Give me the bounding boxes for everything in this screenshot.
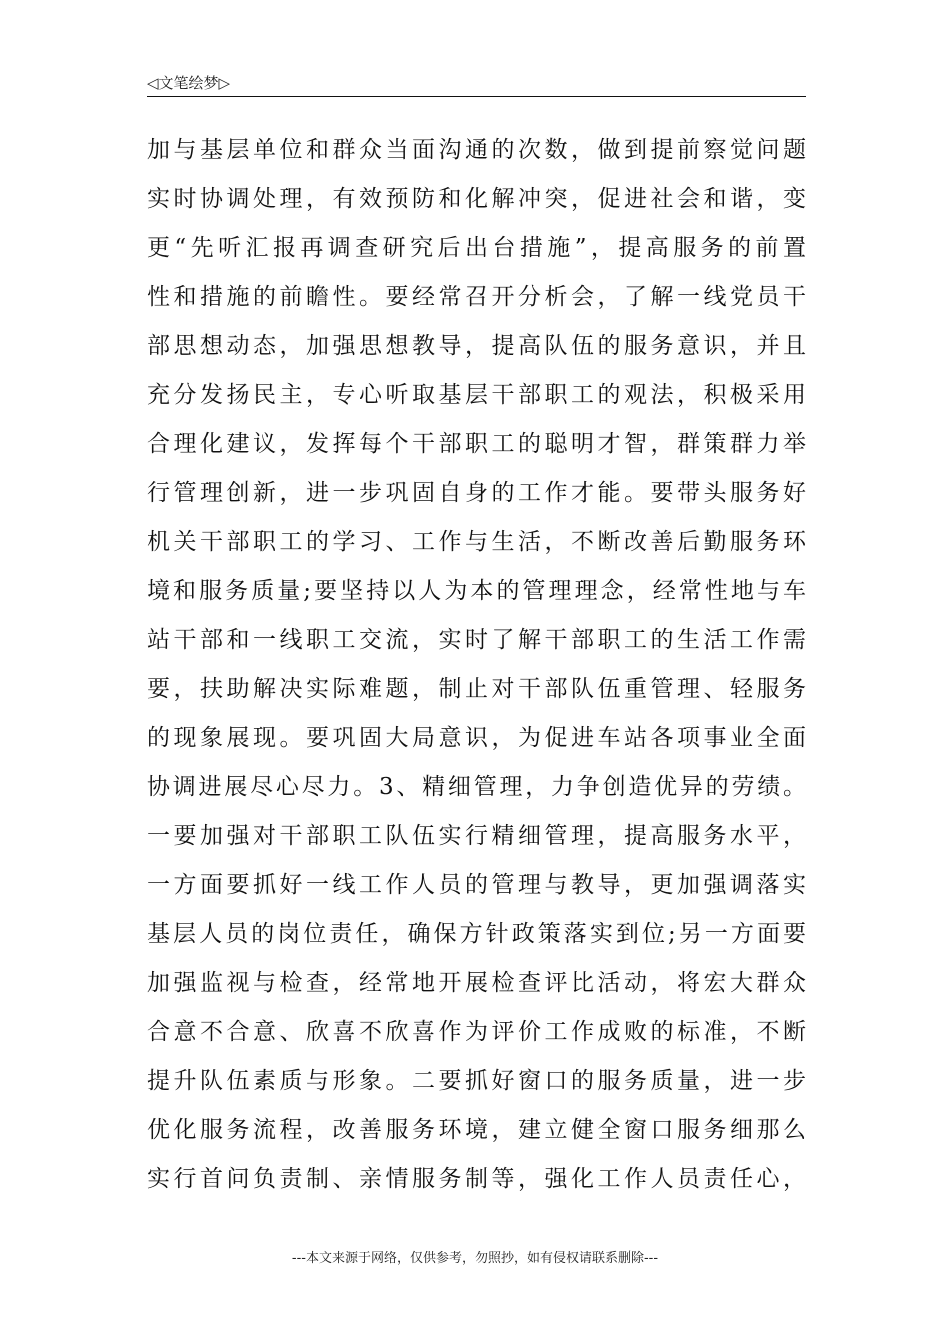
- text-line: 优化服务流程，改善服务环境，建立健全窗口服务细那么: [147, 1117, 806, 1143]
- text-line: 更“先听汇报再调查研究后出台措施”，提高服务的前置: [147, 235, 806, 261]
- text-line: 的现象展现。要巩固大局意识，为促进车站各项事业全面: [147, 725, 806, 751]
- text-line: 合意不合意、欣喜不欣喜作为评价工作成败的标准，不断: [147, 1019, 806, 1045]
- document-body: [147, 126, 806, 1204]
- text-line: 提升队伍素质与形象。二要抓好窗口的服务质量，进一步: [147, 1068, 806, 1094]
- text-line: 部思想动态，加强思想教导，提高队伍的服务意识，并且: [147, 333, 806, 359]
- text-line: 实时协调处理，有效预防和化解冲突，促进社会和谐，变: [147, 186, 806, 212]
- text-line: 基层人员的岗位责任，确保方针政策落实到位;另一方面要: [147, 921, 806, 947]
- text-line: 协调进展尽心尽力。3、精细管理，力争创造优异的劳绩。: [147, 774, 806, 800]
- text-line: 一要加强对干部职工队伍实行精细管理，提高服务水平，: [147, 823, 806, 849]
- page-footer: ---本文来源于网络，仅供参考，勿照抄，如有侵权请联系删除---: [291, 1251, 659, 1266]
- text-line: 一方面要抓好一线工作人员的管理与教导，更加强调落实: [147, 872, 806, 898]
- text-line: 站干部和一线职工交流，实时了解干部职工的生活工作需: [147, 627, 806, 653]
- text-line: 境和服务质量;要坚持以人为本的管理理念，经常性地与车: [147, 578, 806, 604]
- text-line: 加强监视与检查，经常地开展检查评比活动，将宏大群众: [147, 970, 806, 996]
- text-line: 机关干部职工的学习、工作与生活，不断改善后勤服务环: [147, 529, 806, 555]
- text-line: 加与基层单位和群众当面沟通的次数，做到提前察觉问题: [147, 137, 806, 163]
- text-line: 实行首问负责制、亲情服务制等，强化工作人员责任心，: [147, 1166, 806, 1192]
- text-line: 要，扶助解决实际难题，制止对干部队伍重管理、轻服务: [147, 676, 806, 702]
- header-divider: [147, 96, 806, 97]
- text-line: 性和措施的前瞻性。要经常召开分析会，了解一线党员干: [147, 284, 806, 310]
- text-line: 充分发扬民主，专心听取基层干部职工的观法，积极采用: [147, 382, 806, 408]
- page-header: ◁文笔绘梦▷: [147, 74, 231, 92]
- text-line: 行管理创新，进一步巩固自身的工作才能。要带头服务好: [147, 480, 806, 506]
- text-line: 合理化建议，发挥每个干部职工的聪明才智，群策群力举: [147, 431, 806, 457]
